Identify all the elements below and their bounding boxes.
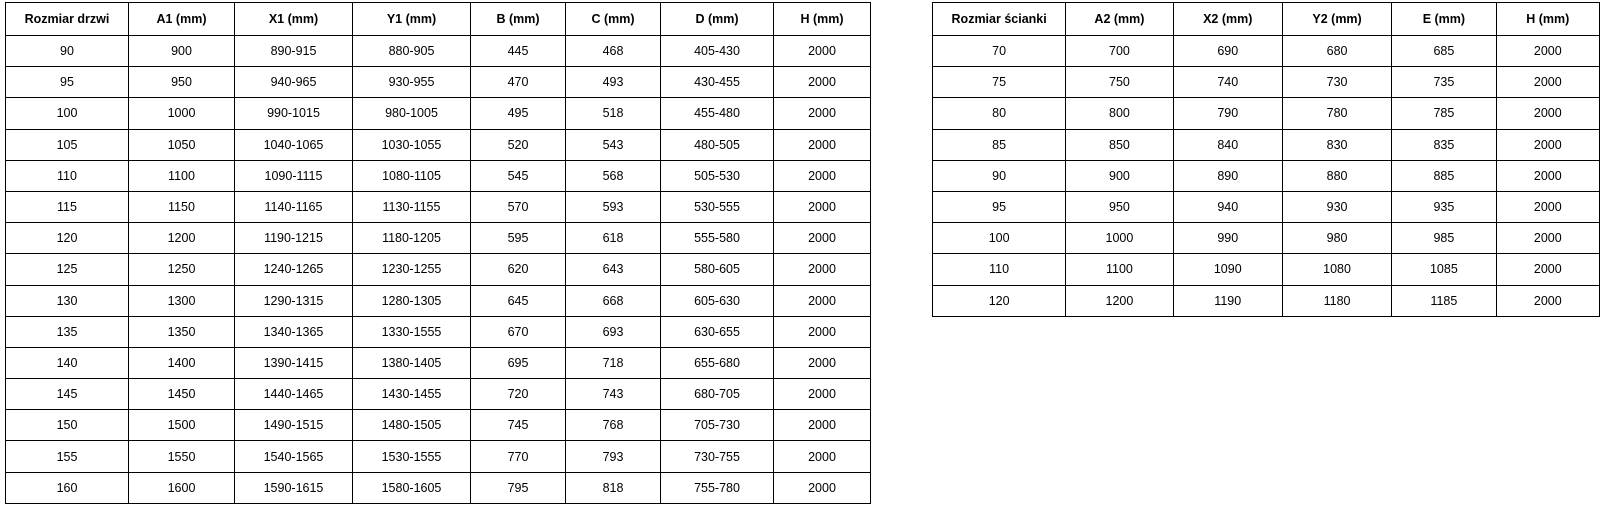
table-cell: 2000 bbox=[774, 347, 871, 378]
column-header: X1 (mm) bbox=[235, 3, 353, 36]
table-cell: 2000 bbox=[774, 379, 871, 410]
column-header: A2 (mm) bbox=[1066, 3, 1173, 36]
table-cell: 1590-1615 bbox=[235, 472, 353, 503]
table-cell: 518 bbox=[566, 98, 661, 129]
table-cell: 940-965 bbox=[235, 67, 353, 98]
table-cell: 2000 bbox=[774, 472, 871, 503]
column-header: Rozmiar drzwi bbox=[6, 3, 129, 36]
table-row bbox=[6, 410, 871, 441]
table-cell: 1550 bbox=[129, 441, 235, 472]
table-row bbox=[6, 160, 871, 191]
table-cell: 680-705 bbox=[661, 379, 774, 410]
table-cell: 980 bbox=[1282, 223, 1391, 254]
table-cell: 850 bbox=[1066, 129, 1173, 160]
table-cell: 2000 bbox=[1496, 36, 1599, 67]
table-row bbox=[6, 441, 871, 472]
table-cell: 100 bbox=[933, 223, 1066, 254]
table-cell: 2000 bbox=[774, 223, 871, 254]
table-cell: 835 bbox=[1392, 129, 1496, 160]
table-cell: 1085 bbox=[1392, 254, 1496, 285]
table-cell: 790 bbox=[1173, 98, 1282, 129]
doors-dimensions-table-container bbox=[5, 2, 871, 504]
table-cell: 935 bbox=[1392, 191, 1496, 222]
table-cell: 1090 bbox=[1173, 254, 1282, 285]
table-cell: 1580-1605 bbox=[353, 472, 471, 503]
table-cell: 130 bbox=[6, 285, 129, 316]
table-cell: 468 bbox=[566, 36, 661, 67]
table-cell: 1240-1265 bbox=[235, 254, 353, 285]
table-cell: 750 bbox=[1066, 67, 1173, 98]
table-cell: 150 bbox=[6, 410, 129, 441]
table-cell: 645 bbox=[471, 285, 566, 316]
walls-table-body bbox=[933, 36, 1600, 317]
table-cell: 755-780 bbox=[661, 472, 774, 503]
table-cell: 785 bbox=[1392, 98, 1496, 129]
table-cell: 1430-1455 bbox=[353, 379, 471, 410]
table-cell: 980-1005 bbox=[353, 98, 471, 129]
table-cell: 940 bbox=[1173, 191, 1282, 222]
table-cell: 1380-1405 bbox=[353, 347, 471, 378]
table-cell: 110 bbox=[933, 254, 1066, 285]
table-cell: 2000 bbox=[1496, 98, 1599, 129]
table-cell: 793 bbox=[566, 441, 661, 472]
table-cell: 1330-1555 bbox=[353, 316, 471, 347]
table-cell: 670 bbox=[471, 316, 566, 347]
table-row bbox=[933, 67, 1600, 98]
table-cell: 495 bbox=[471, 98, 566, 129]
table-cell: 1250 bbox=[129, 254, 235, 285]
column-header: E (mm) bbox=[1392, 3, 1496, 36]
table-cell: 1000 bbox=[129, 98, 235, 129]
column-header: Y1 (mm) bbox=[353, 3, 471, 36]
table-cell: 1080 bbox=[1282, 254, 1391, 285]
table-cell: 1530-1555 bbox=[353, 441, 471, 472]
table-cell: 455-480 bbox=[661, 98, 774, 129]
table-cell: 1140-1165 bbox=[235, 191, 353, 222]
table-cell: 743 bbox=[566, 379, 661, 410]
table-cell: 890 bbox=[1173, 160, 1282, 191]
table-cell: 125 bbox=[6, 254, 129, 285]
table-cell: 90 bbox=[933, 160, 1066, 191]
doors-dimensions-table bbox=[5, 2, 871, 504]
column-header: B (mm) bbox=[471, 3, 566, 36]
table-cell: 768 bbox=[566, 410, 661, 441]
table-cell: 555-580 bbox=[661, 223, 774, 254]
table-cell: 110 bbox=[6, 160, 129, 191]
table-cell: 705-730 bbox=[661, 410, 774, 441]
table-cell: 1130-1155 bbox=[353, 191, 471, 222]
table-cell: 1000 bbox=[1066, 223, 1173, 254]
table-cell: 885 bbox=[1392, 160, 1496, 191]
table-cell: 530-555 bbox=[661, 191, 774, 222]
table-cell: 2000 bbox=[774, 36, 871, 67]
table-row bbox=[933, 191, 1600, 222]
table-cell: 470 bbox=[471, 67, 566, 98]
table-row bbox=[6, 67, 871, 98]
table-cell: 950 bbox=[129, 67, 235, 98]
table-cell: 2000 bbox=[774, 67, 871, 98]
table-cell: 618 bbox=[566, 223, 661, 254]
table-cell: 2000 bbox=[774, 191, 871, 222]
table-cell: 700 bbox=[1066, 36, 1173, 67]
column-header: X2 (mm) bbox=[1173, 3, 1282, 36]
table-cell: 1480-1505 bbox=[353, 410, 471, 441]
table-cell: 155 bbox=[6, 441, 129, 472]
table-row bbox=[6, 36, 871, 67]
table-cell: 95 bbox=[933, 191, 1066, 222]
walls-dimensions-table bbox=[932, 2, 1600, 317]
table-cell: 2000 bbox=[1496, 191, 1599, 222]
table-cell: 1200 bbox=[129, 223, 235, 254]
table-cell: 735 bbox=[1392, 67, 1496, 98]
table-cell: 160 bbox=[6, 472, 129, 503]
table-row bbox=[6, 191, 871, 222]
table-cell: 2000 bbox=[1496, 160, 1599, 191]
table-cell: 1540-1565 bbox=[235, 441, 353, 472]
table-cell: 890-915 bbox=[235, 36, 353, 67]
table-cell: 545 bbox=[471, 160, 566, 191]
table-cell: 720 bbox=[471, 379, 566, 410]
table-cell: 730-755 bbox=[661, 441, 774, 472]
table-cell: 105 bbox=[6, 129, 129, 160]
column-header: D (mm) bbox=[661, 3, 774, 36]
table-cell: 990 bbox=[1173, 223, 1282, 254]
column-header: C (mm) bbox=[566, 3, 661, 36]
table-row bbox=[933, 285, 1600, 316]
table-cell: 100 bbox=[6, 98, 129, 129]
table-cell: 505-530 bbox=[661, 160, 774, 191]
table-row bbox=[933, 223, 1600, 254]
table-row bbox=[6, 472, 871, 503]
table-cell: 543 bbox=[566, 129, 661, 160]
table-cell: 1450 bbox=[129, 379, 235, 410]
table-cell: 1180-1205 bbox=[353, 223, 471, 254]
table-cell: 1280-1305 bbox=[353, 285, 471, 316]
table-header-row bbox=[933, 3, 1600, 36]
table-cell: 605-630 bbox=[661, 285, 774, 316]
table-cell: 880-905 bbox=[353, 36, 471, 67]
table-cell: 1290-1315 bbox=[235, 285, 353, 316]
table-row bbox=[6, 223, 871, 254]
table-cell: 818 bbox=[566, 472, 661, 503]
table-cell: 730 bbox=[1282, 67, 1391, 98]
table-header-row bbox=[6, 3, 871, 36]
table-cell: 643 bbox=[566, 254, 661, 285]
table-cell: 620 bbox=[471, 254, 566, 285]
table-cell: 985 bbox=[1392, 223, 1496, 254]
table-cell: 780 bbox=[1282, 98, 1391, 129]
table-cell: 595 bbox=[471, 223, 566, 254]
table-cell: 695 bbox=[471, 347, 566, 378]
table-cell: 95 bbox=[6, 67, 129, 98]
table-cell: 1350 bbox=[129, 316, 235, 347]
table-cell: 900 bbox=[129, 36, 235, 67]
table-cell: 1490-1515 bbox=[235, 410, 353, 441]
table-cell: 680 bbox=[1282, 36, 1391, 67]
table-cell: 1390-1415 bbox=[235, 347, 353, 378]
table-row bbox=[933, 36, 1600, 67]
table-cell: 75 bbox=[933, 67, 1066, 98]
table-cell: 880 bbox=[1282, 160, 1391, 191]
table-row bbox=[6, 129, 871, 160]
table-cell: 740 bbox=[1173, 67, 1282, 98]
table-cell: 2000 bbox=[1496, 254, 1599, 285]
table-cell: 693 bbox=[566, 316, 661, 347]
table-cell: 745 bbox=[471, 410, 566, 441]
table-cell: 655-680 bbox=[661, 347, 774, 378]
table-cell: 1440-1465 bbox=[235, 379, 353, 410]
table-cell: 1600 bbox=[129, 472, 235, 503]
table-cell: 145 bbox=[6, 379, 129, 410]
table-row bbox=[6, 98, 871, 129]
table-cell: 445 bbox=[471, 36, 566, 67]
table-cell: 950 bbox=[1066, 191, 1173, 222]
table-cell: 430-455 bbox=[661, 67, 774, 98]
column-header: Rozmiar ścianki bbox=[933, 3, 1066, 36]
table-cell: 1040-1065 bbox=[235, 129, 353, 160]
walls-dimensions-table-container bbox=[932, 2, 1600, 317]
table-cell: 1230-1255 bbox=[353, 254, 471, 285]
table-cell: 568 bbox=[566, 160, 661, 191]
table-cell: 1050 bbox=[129, 129, 235, 160]
table-cell: 2000 bbox=[774, 254, 871, 285]
table-cell: 1500 bbox=[129, 410, 235, 441]
table-row bbox=[6, 254, 871, 285]
table-cell: 140 bbox=[6, 347, 129, 378]
table-cell: 1300 bbox=[129, 285, 235, 316]
table-cell: 1400 bbox=[129, 347, 235, 378]
table-cell: 1200 bbox=[1066, 285, 1173, 316]
table-cell: 900 bbox=[1066, 160, 1173, 191]
table-cell: 120 bbox=[6, 223, 129, 254]
table-cell: 405-430 bbox=[661, 36, 774, 67]
table-cell: 1100 bbox=[129, 160, 235, 191]
table-cell: 2000 bbox=[774, 285, 871, 316]
table-row bbox=[6, 347, 871, 378]
table-cell: 120 bbox=[933, 285, 1066, 316]
table-cell: 1190-1215 bbox=[235, 223, 353, 254]
table-row bbox=[933, 160, 1600, 191]
table-cell: 2000 bbox=[1496, 129, 1599, 160]
table-cell: 593 bbox=[566, 191, 661, 222]
table-cell: 1180 bbox=[1282, 285, 1391, 316]
column-header: A1 (mm) bbox=[129, 3, 235, 36]
table-cell: 830 bbox=[1282, 129, 1391, 160]
table-cell: 1030-1055 bbox=[353, 129, 471, 160]
table-cell: 2000 bbox=[774, 316, 871, 347]
table-cell: 493 bbox=[566, 67, 661, 98]
table-cell: 1185 bbox=[1392, 285, 1496, 316]
table-cell: 800 bbox=[1066, 98, 1173, 129]
table-cell: 2000 bbox=[774, 160, 871, 191]
table-cell: 1080-1105 bbox=[353, 160, 471, 191]
table-cell: 2000 bbox=[774, 98, 871, 129]
table-row bbox=[933, 254, 1600, 285]
table-cell: 930-955 bbox=[353, 67, 471, 98]
table-row bbox=[6, 379, 871, 410]
table-cell: 1190 bbox=[1173, 285, 1282, 316]
column-header: Y2 (mm) bbox=[1282, 3, 1391, 36]
table-row bbox=[933, 129, 1600, 160]
table-row bbox=[933, 98, 1600, 129]
column-header: H (mm) bbox=[774, 3, 871, 36]
table-cell: 770 bbox=[471, 441, 566, 472]
table-cell: 2000 bbox=[1496, 223, 1599, 254]
table-cell: 1150 bbox=[129, 191, 235, 222]
column-header: H (mm) bbox=[1496, 3, 1599, 36]
table-cell: 90 bbox=[6, 36, 129, 67]
table-cell: 80 bbox=[933, 98, 1066, 129]
table-cell: 85 bbox=[933, 129, 1066, 160]
table-cell: 718 bbox=[566, 347, 661, 378]
table-cell: 668 bbox=[566, 285, 661, 316]
table-cell: 930 bbox=[1282, 191, 1391, 222]
table-cell: 1090-1115 bbox=[235, 160, 353, 191]
table-cell: 1340-1365 bbox=[235, 316, 353, 347]
table-cell: 685 bbox=[1392, 36, 1496, 67]
table-cell: 2000 bbox=[774, 129, 871, 160]
table-cell: 795 bbox=[471, 472, 566, 503]
table-cell: 840 bbox=[1173, 129, 1282, 160]
table-cell: 2000 bbox=[1496, 285, 1599, 316]
table-cell: 630-655 bbox=[661, 316, 774, 347]
table-cell: 135 bbox=[6, 316, 129, 347]
table-cell: 690 bbox=[1173, 36, 1282, 67]
table-cell: 115 bbox=[6, 191, 129, 222]
table-cell: 520 bbox=[471, 129, 566, 160]
table-cell: 2000 bbox=[774, 441, 871, 472]
table-cell: 1100 bbox=[1066, 254, 1173, 285]
table-cell: 570 bbox=[471, 191, 566, 222]
doors-table-body bbox=[6, 36, 871, 504]
table-cell: 2000 bbox=[1496, 67, 1599, 98]
table-cell: 990-1015 bbox=[235, 98, 353, 129]
table-cell: 480-505 bbox=[661, 129, 774, 160]
table-row bbox=[6, 285, 871, 316]
table-cell: 70 bbox=[933, 36, 1066, 67]
table-row bbox=[6, 316, 871, 347]
table-cell: 2000 bbox=[774, 410, 871, 441]
table-cell: 580-605 bbox=[661, 254, 774, 285]
